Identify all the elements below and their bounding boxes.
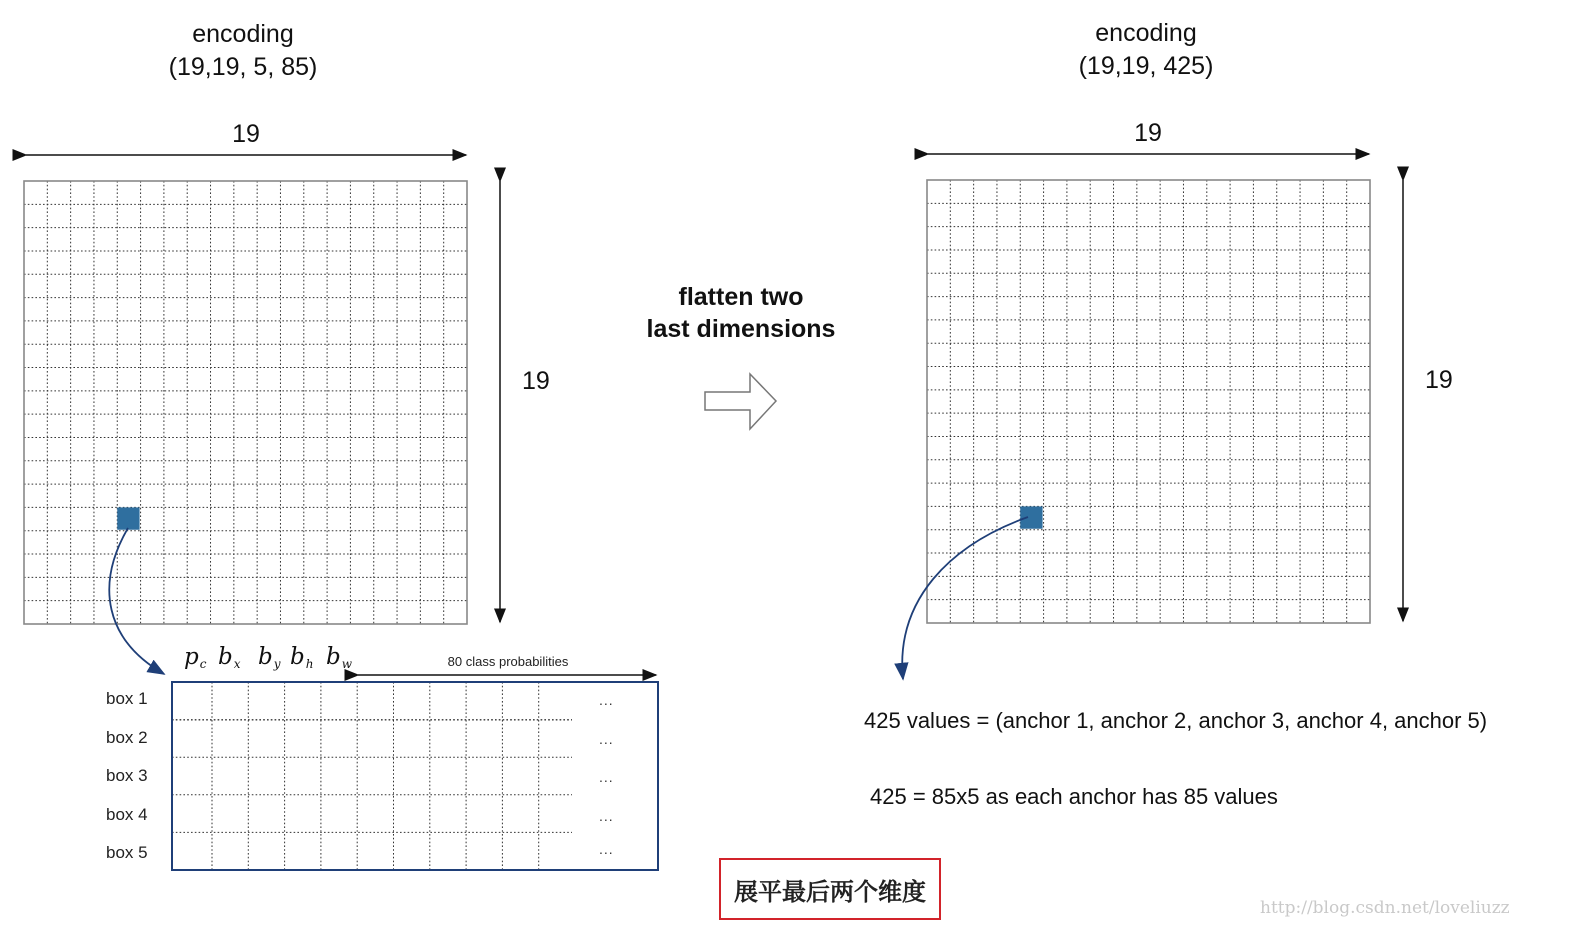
variable-pc bbox=[184, 644, 206, 671]
row-ellipsis: ... bbox=[599, 808, 614, 824]
variable-subscript: w bbox=[341, 657, 353, 671]
right-title bbox=[1079, 17, 1214, 83]
left-width-label: 19 bbox=[232, 120, 260, 148]
right-grid-border bbox=[927, 180, 1370, 623]
variable-base: b bbox=[326, 644, 341, 670]
right-pointer-curve bbox=[902, 517, 1028, 679]
box-label: box 4 bbox=[106, 805, 148, 824]
left-grid-border bbox=[24, 181, 467, 624]
right-height-label: 19 bbox=[1425, 366, 1453, 394]
right-encoding-grid bbox=[927, 180, 1370, 623]
flatten-line1: flatten two bbox=[678, 283, 804, 311]
flatten-label bbox=[647, 281, 836, 345]
variable-subscript: h bbox=[305, 657, 314, 671]
left-pointer-curve bbox=[109, 528, 164, 674]
left-title-line1: encoding bbox=[192, 20, 294, 48]
variable-subscript: y bbox=[273, 657, 281, 671]
formula-anchors: 425 values = (anchor 1, anchor 2, anchor 3, anchor 4, anchor 5) bbox=[864, 708, 1488, 733]
variable-base: b bbox=[290, 644, 305, 670]
box-label: box 5 bbox=[106, 843, 148, 862]
variable-base: b bbox=[258, 644, 273, 670]
variable-by bbox=[258, 644, 281, 671]
variable-base: p bbox=[184, 644, 199, 670]
flatten-line2: last dimensions bbox=[646, 315, 836, 343]
formula-85x5: 425 = 85x5 as each anchor has 85 values bbox=[870, 784, 1278, 809]
box-label: box 2 bbox=[106, 728, 148, 747]
caption-box bbox=[719, 858, 941, 920]
anchor-box-table bbox=[172, 682, 658, 870]
table-border bbox=[172, 682, 658, 870]
row-ellipsis: ... bbox=[599, 692, 614, 708]
right-grid-highlight-cell bbox=[1020, 506, 1042, 528]
row-ellipsis: ... bbox=[599, 769, 614, 785]
right-title-line2: (19,19, 425) bbox=[1078, 52, 1214, 80]
box-label: box 1 bbox=[106, 689, 148, 708]
flatten-arrow-icon bbox=[705, 374, 776, 429]
right-title-line1: encoding bbox=[1095, 19, 1197, 47]
variable-subscript: c bbox=[199, 657, 207, 671]
right-width-label: 19 bbox=[1134, 119, 1162, 147]
variable-bw bbox=[326, 644, 352, 671]
variable-subscript: x bbox=[233, 657, 241, 671]
row-ellipsis: ... bbox=[599, 841, 614, 857]
left-title-line2: (19,19, 5, 85) bbox=[168, 53, 318, 81]
left-height-label: 19 bbox=[522, 367, 550, 395]
left-grid-highlight-cell bbox=[117, 507, 139, 529]
variable-bx bbox=[218, 644, 241, 671]
box-label: box 3 bbox=[106, 766, 148, 785]
watermark: http://blog.csdn.net/loveliuzz bbox=[1260, 898, 1510, 918]
left-title bbox=[169, 18, 318, 84]
variable-bh bbox=[290, 644, 313, 671]
row-ellipsis: ... bbox=[599, 731, 614, 747]
left-encoding-grid bbox=[24, 181, 467, 624]
caption-text: 展平最后两个维度 bbox=[734, 877, 926, 906]
class-prob-label: 80 class probabilities bbox=[447, 654, 569, 669]
variable-base: b bbox=[218, 644, 233, 670]
